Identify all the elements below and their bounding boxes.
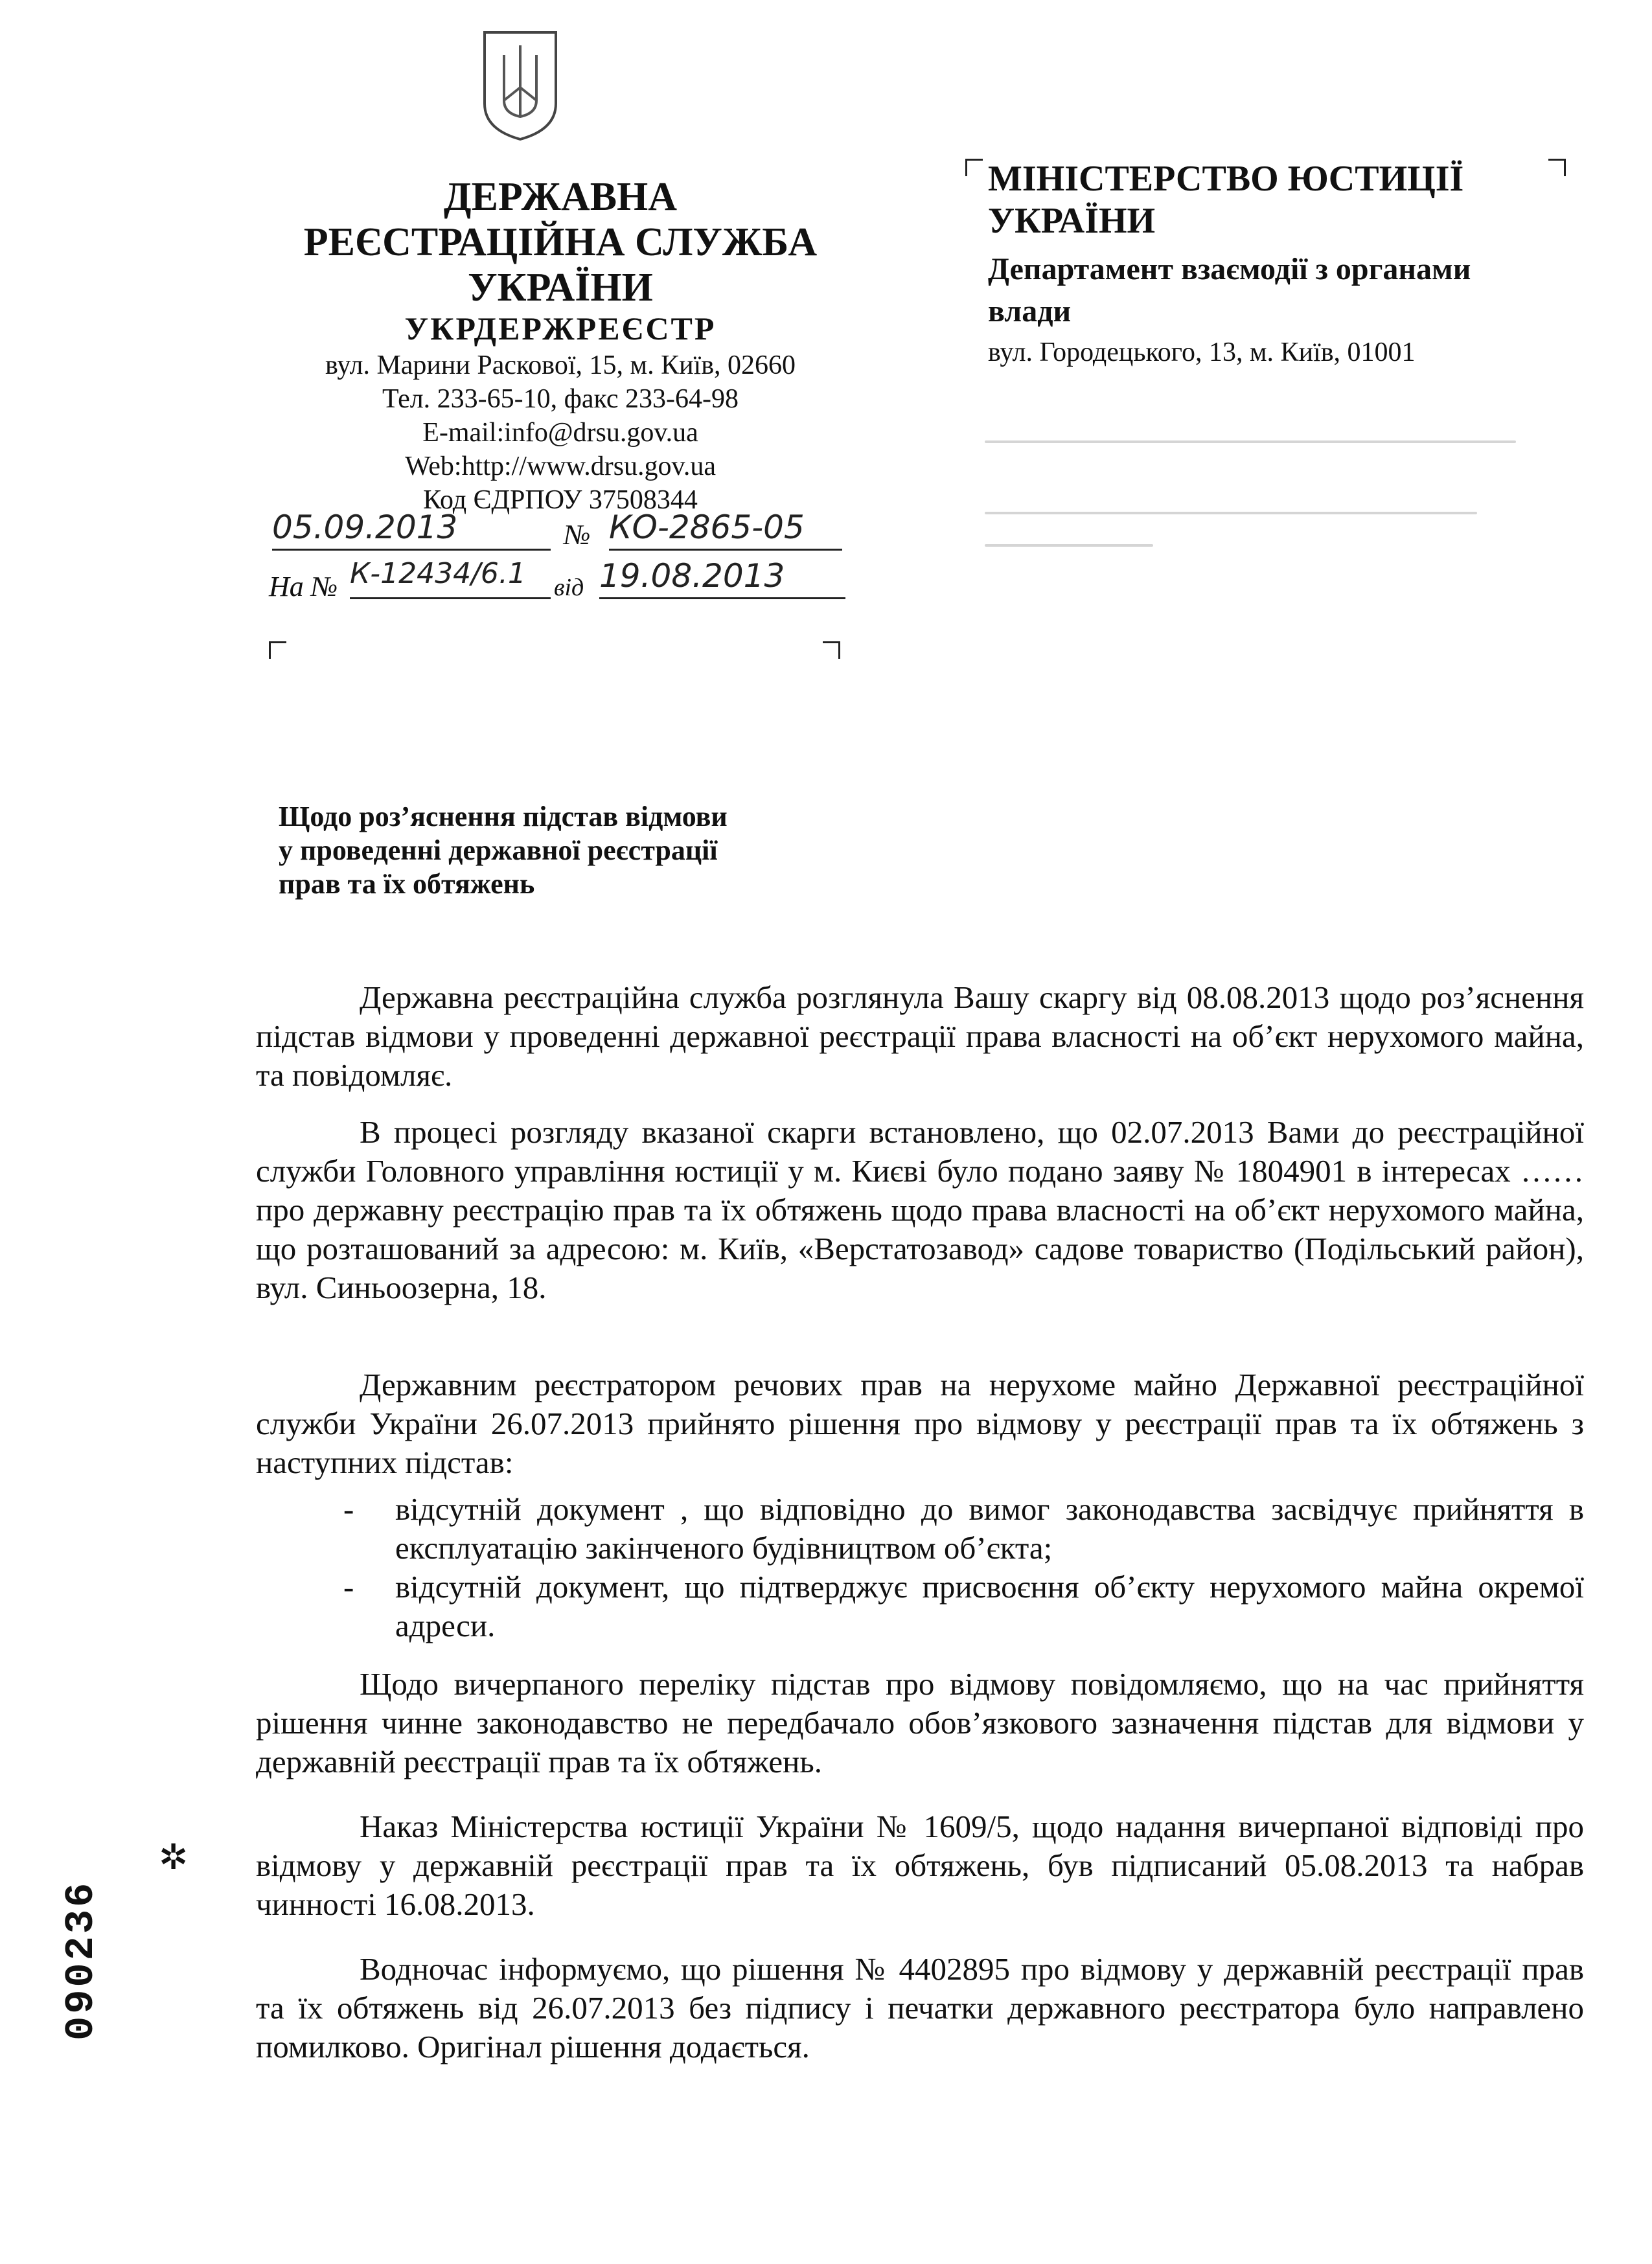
- outgoing-number-label: №: [564, 519, 591, 551]
- recipient-dept-line1: Департамент взаємодії з органами: [988, 252, 1471, 286]
- subject-line3: прав та їх обтяжень: [279, 868, 535, 900]
- recipient-ministry-line2: УКРАЇНИ: [988, 201, 1156, 241]
- corner-mark: [269, 641, 286, 659]
- sender-phone: Тел. 233-65-10, факс 233-64-98: [382, 384, 739, 414]
- corner-mark: [823, 641, 840, 659]
- subject-line2: у проведенні державної реєстрації: [279, 834, 718, 866]
- sender-address: вул. Марини Раскової, 15, м. Київ, 02660: [325, 350, 796, 380]
- recipient-dept-line2: влади: [988, 294, 1072, 328]
- sender-org-line1: ДЕРЖАВНА: [443, 175, 678, 219]
- margin-mark: ✲: [159, 1838, 189, 1877]
- subject-line1: Щодо роз’яснення підстав відмови: [279, 801, 728, 832]
- redacted-area: [985, 512, 1477, 514]
- bullet-marker: -: [343, 1491, 354, 1527]
- sender-edrpou: Код ЄДРПОУ 37508344: [423, 485, 698, 515]
- sender-org-line3: УКРАЇНИ: [468, 266, 653, 310]
- bullet-marker: -: [343, 1569, 354, 1605]
- sender-web: Web:http://www.drsu.gov.ua: [405, 452, 716, 481]
- body-paragraph: Державним реєстратором речових прав на нерухоме майно Державної реєстраційної служби України 26.07.2013 прийнято рішення про відмову у реєстрації прав та їх обтяжень з наступних підстав:: [256, 1367, 1584, 1480]
- list-item-text: відсутній документ , що відповідно до вимог законодавства засвідчує прийняття в експлуатацію закінченого будівництвом об’єкта;: [395, 1491, 1584, 1566]
- list-item-text: відсутній документ, що підтверджує присвоєння об’єкту нерухомого майна окремої адреси.: [395, 1569, 1584, 1643]
- corner-mark: [1548, 159, 1566, 176]
- reference-label: На №: [269, 571, 338, 602]
- sender-abbreviation: УКРДЕРЖРЕЄСТР: [404, 310, 717, 347]
- recipient-address: вул. Городецького, 13, м. Київ, 01001: [988, 337, 1416, 367]
- coat-of-arms-icon: [478, 26, 562, 143]
- list-item: [343, 1568, 1584, 1645]
- list-item: [343, 1490, 1584, 1568]
- outgoing-number: КО-2865-05: [609, 509, 842, 551]
- body-paragraph: В процесі розгляду вказаної скарги встановлено, що 02.07.2013 Вами до реєстраційної служби Головного управління юстиції у м. Києві було подано заяву № 1804901 в інтересах …… про державну реєстрацію прав та їх обтяжень щодо права власності на об’єкт нерухомого майна, що розташований за адресою: м. Київ, «Верстатозавод» садове товариство (Подільський район), вул. Синьоозерна, 18.: [256, 1114, 1584, 1305]
- redacted-area: [985, 544, 1153, 547]
- redacted-area: [985, 440, 1516, 443]
- body-paragraph: Водночас інформуємо, що рішення № 4402895 про відмову у державній реєстрації прав та їх обтяжень від 26.07.2013 без підпису і печатки державного реєстратора було направлено помилково. Оригінал рішення додається.: [256, 1951, 1584, 2064]
- reasons-list: [343, 1490, 1584, 1645]
- sender-org-line2: РЕЄСТРАЦІЙНА СЛУЖБА: [303, 220, 818, 264]
- corner-mark: [965, 159, 983, 176]
- outgoing-date: 05.09.2013: [272, 509, 551, 551]
- body-paragraph: Щодо вичерпаного переліку підстав про відмову повідомляємо, що на час прийняття рішення чинне законодавство не передбачало обов’язкового зазначення підстав для відмови у державній реєстрації прав та їх обтяжень.: [256, 1666, 1584, 1779]
- reference-number: К-12434/6.1: [350, 557, 551, 599]
- registration-number: 090236: [58, 1880, 104, 2041]
- sender-email: E-mail:info@drsu.gov.ua: [422, 418, 698, 448]
- body-paragraph: Наказ Міністерства юстиції України № 1609/5, щодо надання вичерпаної відповіді про відмову у державній реєстрації прав та їх обтяжень, був підписаний 05.08.2013 та набрав чинності 16.08.2013.: [256, 1809, 1584, 1922]
- body-paragraph: Державна реєстраційна служба розглянула Вашу скаргу від 08.08.2013 щодо роз’яснення підстав відмови у проведенні державної реєстрації права власності на об’єкт нерухомого майна, та повідомляє.: [256, 979, 1584, 1093]
- reference-from-label: від: [554, 574, 584, 601]
- letter-subject: [279, 800, 862, 901]
- recipient-ministry-line1: МІНІСТЕРСТВО ЮСТИЦІЇ: [988, 159, 1464, 199]
- reference-date: 19.08.2013: [599, 557, 845, 599]
